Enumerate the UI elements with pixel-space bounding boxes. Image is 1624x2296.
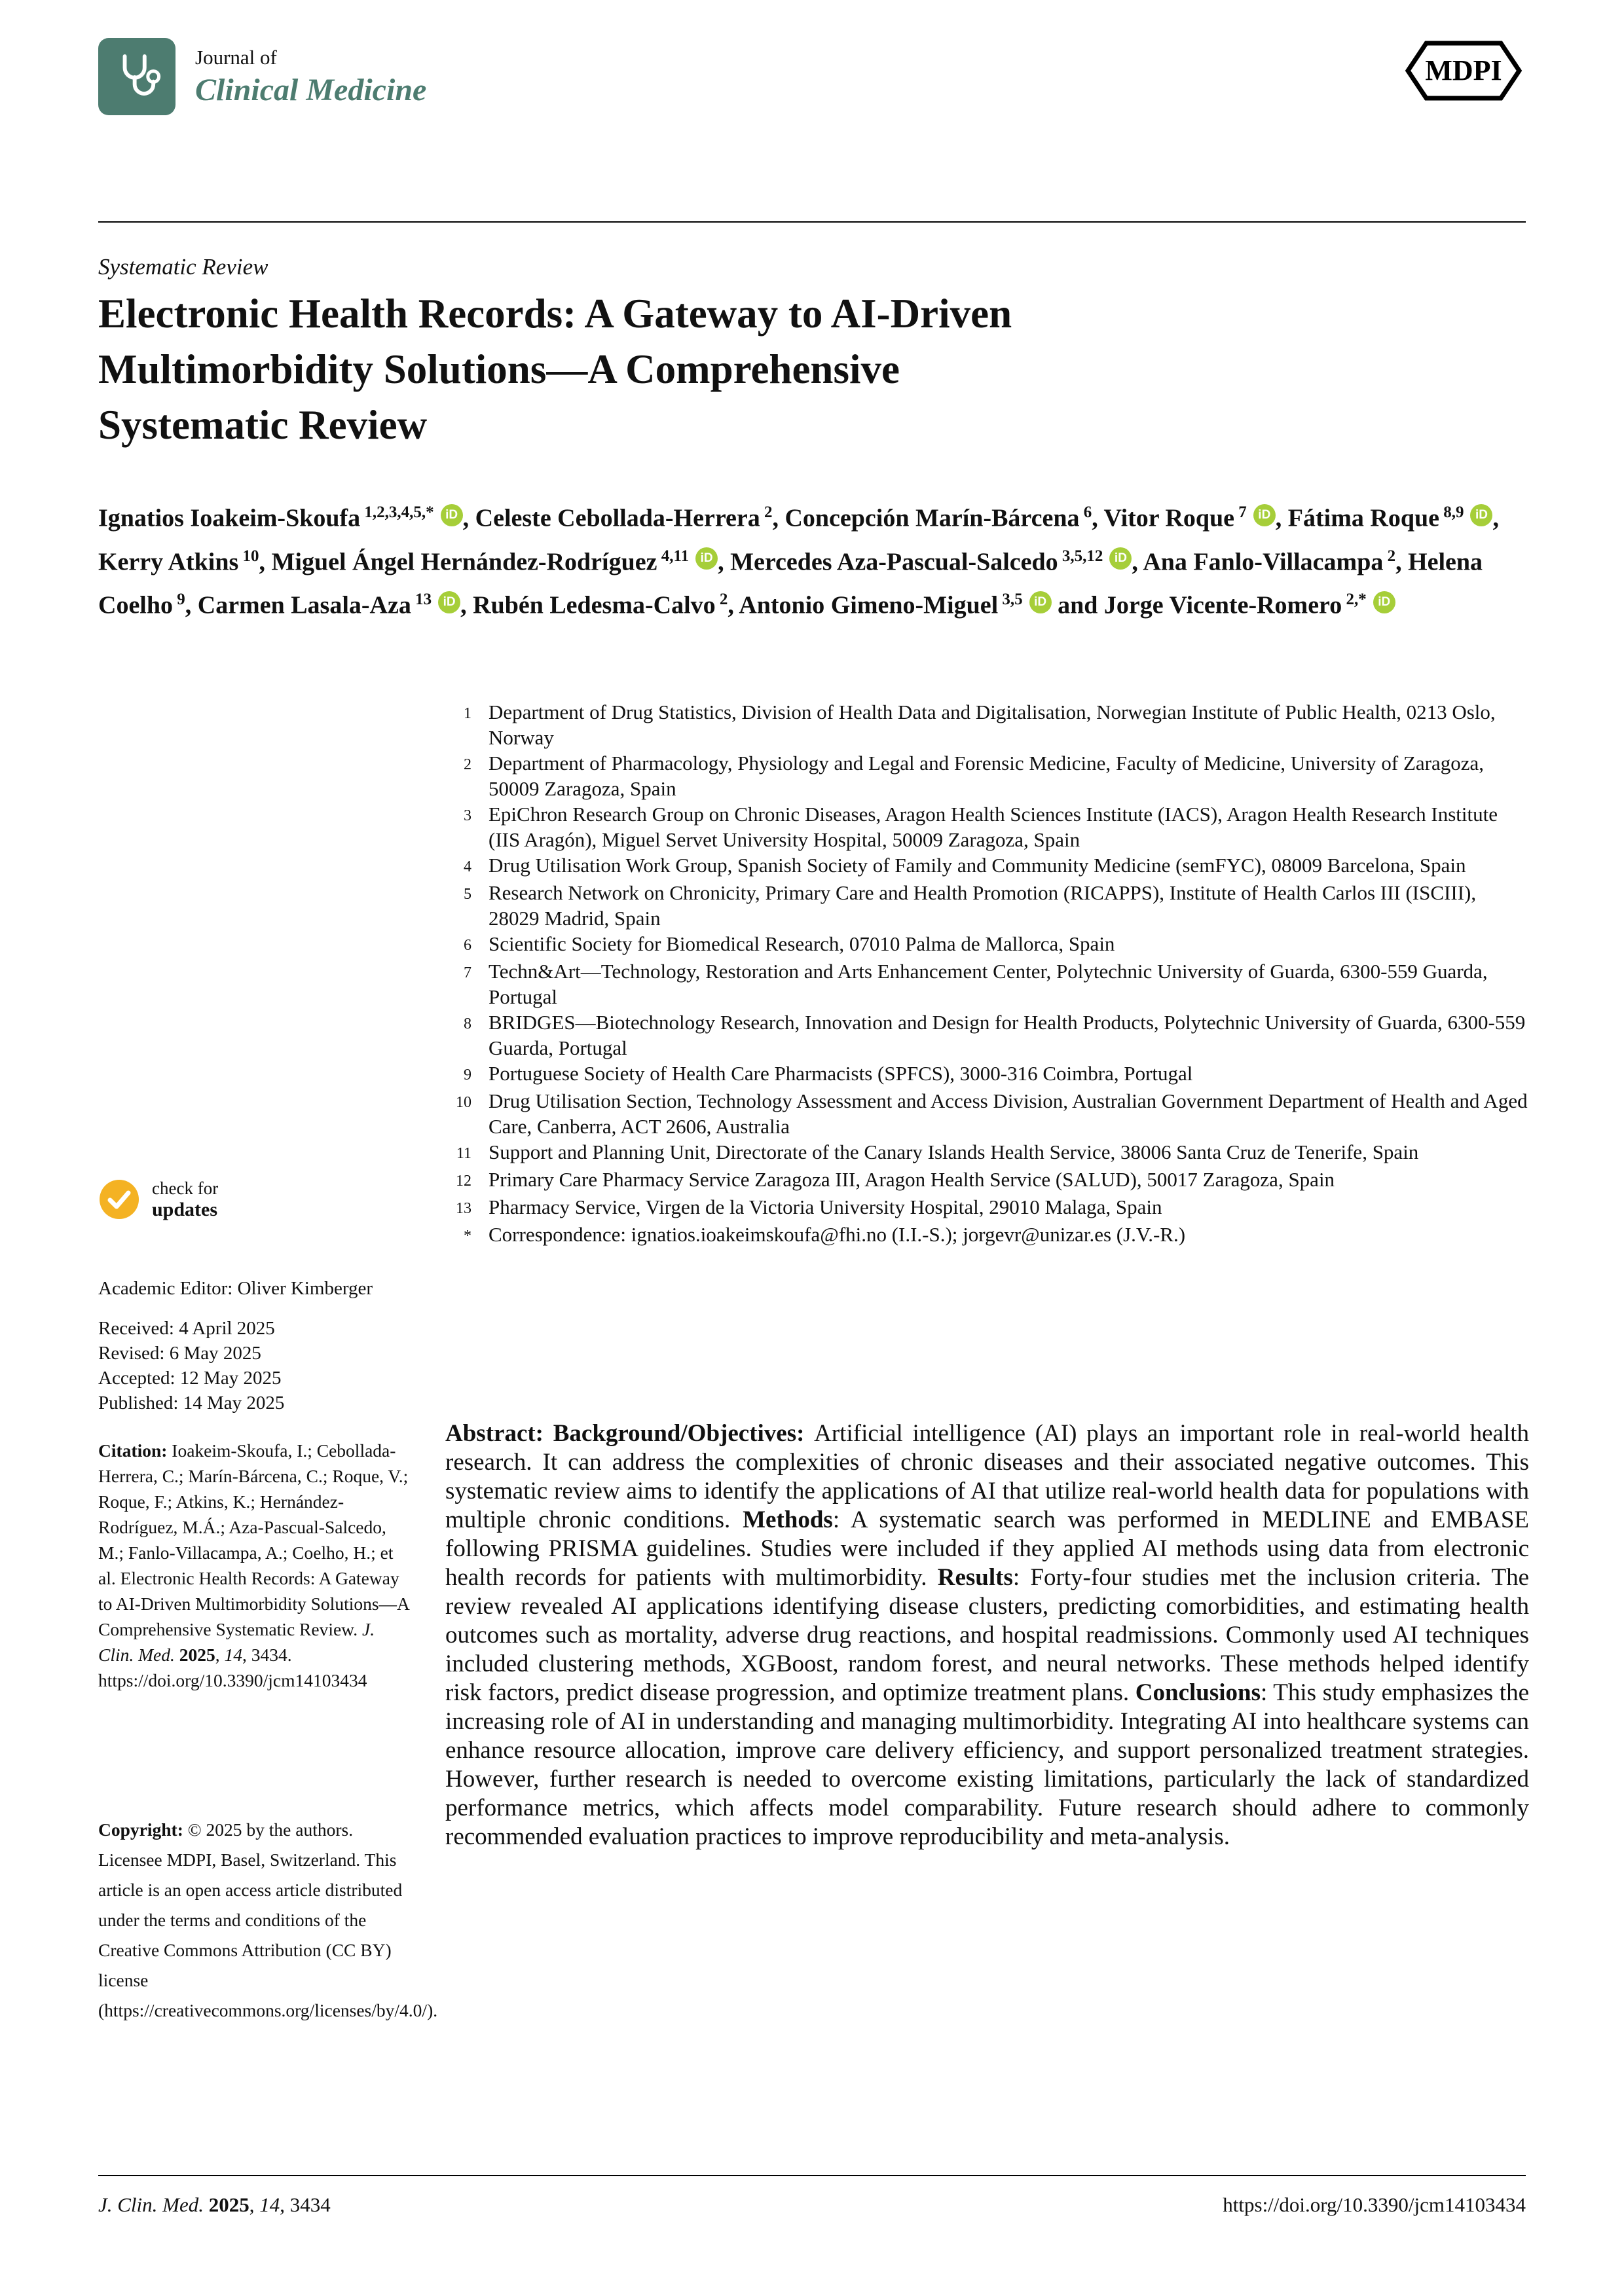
title-line: Systematic Review	[98, 402, 428, 448]
affiliation-number: 7	[464, 964, 471, 981]
correspondence-text: (J.V.-R.)	[1111, 1223, 1186, 1246]
citation-text: , 3434.	[242, 1645, 292, 1665]
footer-citation-text: , 3434	[280, 2193, 331, 2216]
page-footer	[98, 2193, 1526, 2217]
affiliation-text: Drug Utilisation Section, Technology Assessment and Access Division, Australian Government Department of Health and Aged Care, Canberra, ACT 2606, Australia	[489, 1089, 1528, 1138]
author-name: Carmen Lasala-Aza	[197, 591, 411, 619]
stethoscope-icon	[109, 49, 164, 104]
author-separator: ,	[462, 504, 475, 532]
copyright-text: © 2025 by the authors. Licensee MDPI, Basel, Switzerland. This article is an open access article distributed under the terms and conditions of the Creative Commons Attribution (CC BY) license (	[98, 1819, 403, 2020]
abstract-text: : This study emphasizes the increasing role of AI in understanding and managing multimorbidity. Integrating AI into healthcare systems can enhance resource allocation, improve care delivery efficiency, and support personalized treatment strategies. However, further research is needed to overcome existing limitations, particularly the lack of standardized performance metrics, which affects model comparability. Future research should adhere to commonly recommended evaluation practices to improve reproducibility and meta-analysis.	[445, 1679, 1529, 1850]
badge-line2: updates	[152, 1199, 218, 1220]
affiliation-item	[445, 931, 1529, 958]
citation-text: 14	[224, 1645, 242, 1665]
affiliation-item	[445, 1010, 1529, 1061]
author-superscript: 10	[238, 547, 259, 565]
citation-text: Ioakeim-Skoufa, I.; Cebollada-Herrera, C.; Marín-Bárcena, C.; Roque, V.; Roque, F.; Atkins, K.; Hernández-Rodríguez, M.Á.; Aza-Pascual-Salcedo, M.; Fanlo-Villacampa, A.; Coelho, H.; et al. Electronic Health Records: A Gateway to AI-Driven Multimorbidity Solutions—A Comprehensive Systematic Review.	[98, 1440, 409, 1639]
orcid-icon[interactable]: iD	[1373, 591, 1395, 613]
author-superscript: 2	[1383, 547, 1396, 565]
mdpi-logo-text: MDPI	[1425, 54, 1502, 86]
citation-text: ,	[215, 1645, 225, 1665]
mdpi-logo	[1401, 38, 1526, 103]
author-superscript: 2	[760, 503, 773, 521]
abstract-text: Conclusions	[1135, 1679, 1261, 1706]
author-name: Antonio Gimeno-Miguel	[739, 591, 999, 619]
author-superscript: 7	[1234, 503, 1247, 521]
affiliation-number: 1	[464, 705, 471, 722]
copyright-text: ).	[427, 2000, 438, 2020]
author-superscript: 1,2,3,4,5,*	[360, 503, 434, 521]
title-line: Electronic Health Records: A Gateway to AI-Driven	[98, 291, 1012, 337]
affiliation-text: Pharmacy Service, Virgen de la Victoria University Hospital, 29010 Malaga, Spain	[489, 1195, 1162, 1218]
footer-citation-text: J. Clin. Med.	[98, 2193, 209, 2216]
affiliation-item	[445, 958, 1529, 1010]
author-name: Miguel Ángel Hernández-Rodríguez	[271, 548, 657, 576]
abstract	[445, 1419, 1529, 1851]
affiliation-number: 11	[456, 1145, 471, 1162]
affiliation-text: Techn&Art—Technology, Restoration and Arts Enhancement Center, Polytechnic University of Guarda, 6300-559 Guarda, Portugal	[489, 960, 1488, 1008]
author-separator: ,	[718, 548, 731, 576]
abstract-text: Artificial intelligence (AI) plays an important role in real-world health research. It can address the complexities of chronic diseases and their associated negative outcomes. This systematic review aims to identify the applications of AI that utilize real-world health data for populations with multiple chronic conditions.	[445, 1420, 1530, 1533]
author-superscript: 2	[715, 591, 728, 609]
affiliation-item	[445, 1194, 1529, 1222]
affiliation-text: Department of Pharmacology, Physiology and Legal and Forensic Medicine, Faculty of Medicine, University of Zaragoza, 50009 Zaragoza, Spain	[489, 752, 1485, 800]
check-for-updates-badge[interactable]	[98, 1178, 218, 1220]
author-name: Mercedes Aza-Pascual-Salcedo	[730, 548, 1058, 576]
header-rule	[98, 221, 1526, 223]
affiliation-item	[445, 1139, 1529, 1167]
footer-citation-text: 14	[259, 2193, 280, 2216]
author-separator: ,	[1275, 504, 1288, 532]
author-separator: ,	[259, 548, 272, 576]
affiliation-number: *	[464, 1228, 471, 1245]
correspondence-link[interactable]: jorgevr@unizar.es	[963, 1223, 1112, 1246]
copyright-text: Copyright:	[98, 1819, 188, 1840]
author-name: Helena Coelho	[98, 548, 1483, 619]
affiliation-text: EpiChron Research Group on Chronic Diseases, Aragon Health Sciences Institute (IACS), Aragon Health Research Institute (IIS Aragón), Miguel Servet University Hospital, 50009 Zaragoza, Spain	[489, 803, 1498, 851]
author-separator: ,	[460, 591, 473, 619]
author-separator: ,	[1092, 504, 1104, 532]
orcid-icon[interactable]: iD	[441, 504, 463, 526]
history-line: Published: 14 May 2025	[98, 1393, 285, 1413]
page-title	[98, 286, 1290, 453]
citation-block	[98, 1438, 413, 1693]
page-header	[98, 38, 1526, 115]
affiliation-list	[445, 699, 1529, 1249]
author-separator: ,	[1492, 504, 1499, 532]
author-superscript: 2,*	[1342, 591, 1367, 609]
correspondence-text: Correspondence:	[489, 1223, 631, 1246]
affiliation-text: Support and Planning Unit, Directorate of the Canary Islands Health Service, 38006 Santa Cruz de Tenerife, Spain	[489, 1140, 1419, 1163]
affiliation-text: BRIDGES—Biotechnology Research, Innovation and Design for Health Products, Polytechnic University of Guarda, 6300-559 Guarda, Portugal	[489, 1011, 1526, 1059]
orcid-icon[interactable]: iD	[1029, 591, 1052, 613]
author-superscript: 3,5	[998, 591, 1023, 609]
author-name: Vitor Roque	[1103, 504, 1235, 532]
footer-citation-text: 2025	[208, 2193, 249, 2216]
author-name: Celeste Cebollada-Herrera	[475, 504, 760, 532]
affiliation-item	[445, 1061, 1529, 1088]
journal-logo	[98, 38, 175, 115]
correspondence-link[interactable]: ignatios.ioakeimskoufa@fhi.no	[631, 1223, 887, 1246]
affiliation-text	[489, 1222, 1529, 1249]
affiliation-item	[445, 801, 1529, 852]
affiliation-number: 5	[464, 886, 471, 903]
orcid-icon[interactable]: iD	[1470, 504, 1492, 526]
footer-citation	[98, 2193, 331, 2217]
author-separator: ,	[1395, 548, 1409, 576]
abstract-text: Abstract:	[445, 1420, 553, 1447]
affiliation-item	[445, 699, 1529, 750]
affiliation-item	[445, 852, 1529, 880]
affiliation-number: 12	[456, 1173, 471, 1190]
correspondence-item	[445, 1222, 1529, 1249]
author-separator: ,	[1132, 548, 1143, 576]
article-type: Systematic Review	[98, 254, 268, 280]
author-list	[98, 494, 1545, 625]
affiliation-number: 6	[464, 937, 471, 954]
author-superscript: 13	[411, 591, 432, 609]
footer-doi-link[interactable]: https://doi.org/10.3390/jcm14103434	[1223, 2193, 1526, 2216]
abstract-text: Background/Objectives:	[553, 1420, 815, 1447]
author-name: Rubén Ledesma-Calvo	[473, 591, 716, 619]
journal-name-bottom: Clinical Medicine	[195, 72, 427, 107]
check-icon	[98, 1178, 140, 1220]
affiliation-item	[445, 1167, 1529, 1194]
author-name: Ignatios Ioakeim-Skoufa	[98, 504, 361, 532]
author-superscript: 4,11	[657, 547, 690, 565]
author-superscript: 8,9	[1439, 503, 1464, 521]
main-column	[445, 699, 1529, 1249]
history-line: Received: 4 April 2025	[98, 1318, 275, 1339]
affiliation-number: 8	[464, 1015, 471, 1032]
copyright-link[interactable]: https://creativecommons.org/licenses/by/4.0/	[104, 2000, 428, 2020]
author-superscript: 6	[1079, 503, 1092, 521]
affiliation-number: 2	[464, 756, 471, 773]
abstract-text: Methods	[743, 1506, 833, 1533]
correspondence-text: (I.I.-S.);	[886, 1223, 963, 1246]
author-name: Concepción Marín-Bárcena	[784, 504, 1080, 532]
citation-text: Citation:	[98, 1440, 172, 1461]
orcid-icon[interactable]: iD	[695, 547, 718, 570]
citation-text: J. Clin. Med.	[98, 1619, 375, 1665]
abstract-text: : Forty-four studies met the inclusion criteria. The review revealed AI applications identifying disease clusters, predicting comorbidities, and estimating health outcomes such as mortality, adverse drug reactions, and hospital readmissions. Commonly used AI techniques included clustering methods, XGBoost, random forest, and neural networks. These methods helped identify risk factors, predict disease progression, and optimize treatment plans.	[445, 1564, 1530, 1706]
affiliation-number: 4	[464, 858, 471, 875]
affiliation-text: Drug Utilisation Work Group, Spanish Society of Family and Community Medicine (semFYC), 08009 Barcelona, Spain	[489, 854, 1466, 877]
author-name: Fátima Roque	[1287, 504, 1439, 532]
footer-rule	[98, 2175, 1526, 2176]
affiliation-number: 13	[456, 1200, 471, 1217]
author-separator: ,	[728, 591, 739, 619]
author-separator: and	[1051, 591, 1104, 619]
journal-brand	[98, 38, 426, 115]
orcid-icon[interactable]: iD	[438, 591, 460, 613]
orcid-icon[interactable]: iD	[1109, 547, 1132, 570]
badge-line1: check for	[152, 1178, 219, 1198]
title-line: Multimorbidity Solutions—A Comprehensive	[98, 346, 900, 392]
check-for-updates-label	[152, 1178, 218, 1220]
abstract-text: : A systematic search was performed in MEDLINE and EMBASE following PRISMA guidelines. Studies were included if they applied AI methods using data from electronic health records for patients with multimorbidity.	[445, 1506, 1529, 1591]
author-superscript: 9	[173, 591, 185, 609]
affiliation-text: Research Network on Chronicity, Primary Care and Health Promotion (RICAPPS), Institute of Health Carlos III (ISCIII), 28029 Madrid, Spain	[489, 881, 1477, 930]
history-line: Revised: 6 May 2025	[98, 1343, 261, 1364]
affiliation-number: 9	[464, 1066, 471, 1084]
author-name: Jorge Vicente-Romero	[1103, 591, 1342, 619]
affiliation-item	[445, 880, 1529, 931]
affiliation-text: Department of Drug Statistics, Division of Health Data and Digitalisation, Norwegian Institute of Public Health, 0213 Oslo, Norway	[489, 701, 1496, 749]
affiliation-number: 3	[464, 807, 471, 824]
affiliation-item	[445, 1088, 1529, 1139]
author-separator: ,	[185, 591, 198, 619]
affiliation-item	[445, 750, 1529, 801]
orcid-icon[interactable]: iD	[1253, 504, 1276, 526]
affiliation-number: 10	[456, 1094, 471, 1111]
footer-citation-text: ,	[249, 2193, 260, 2216]
author-name: Kerry Atkins	[98, 548, 239, 576]
article-history	[98, 1316, 432, 1415]
academic-editor: Academic Editor: Oliver Kimberger	[98, 1278, 373, 1299]
affiliation-text: Portuguese Society of Health Care Pharmacists (SPFCS), 3000-316 Coimbra, Portugal	[489, 1062, 1193, 1085]
citation-link[interactable]: https://doi.org/10.3390/jcm14103434	[98, 1670, 367, 1690]
author-name: Ana Fanlo-Villacampa	[1143, 548, 1384, 576]
copyright-block	[98, 1815, 438, 2026]
journal-name	[195, 46, 426, 108]
history-line: Accepted: 12 May 2025	[98, 1368, 282, 1389]
author-superscript: 3,5,12	[1058, 547, 1103, 565]
author-separator: ,	[772, 504, 785, 532]
abstract-text: Results	[937, 1564, 1013, 1591]
citation-text: 2025	[179, 1645, 215, 1665]
affiliation-text: Primary Care Pharmacy Service Zaragoza III, Aragon Health Service (SALUD), 50017 Zaragoza, Spain	[489, 1168, 1335, 1191]
journal-name-top: Journal of	[195, 45, 277, 69]
affiliation-text: Scientific Society for Biomedical Research, 07010 Palma de Mallorca, Spain	[489, 932, 1115, 955]
